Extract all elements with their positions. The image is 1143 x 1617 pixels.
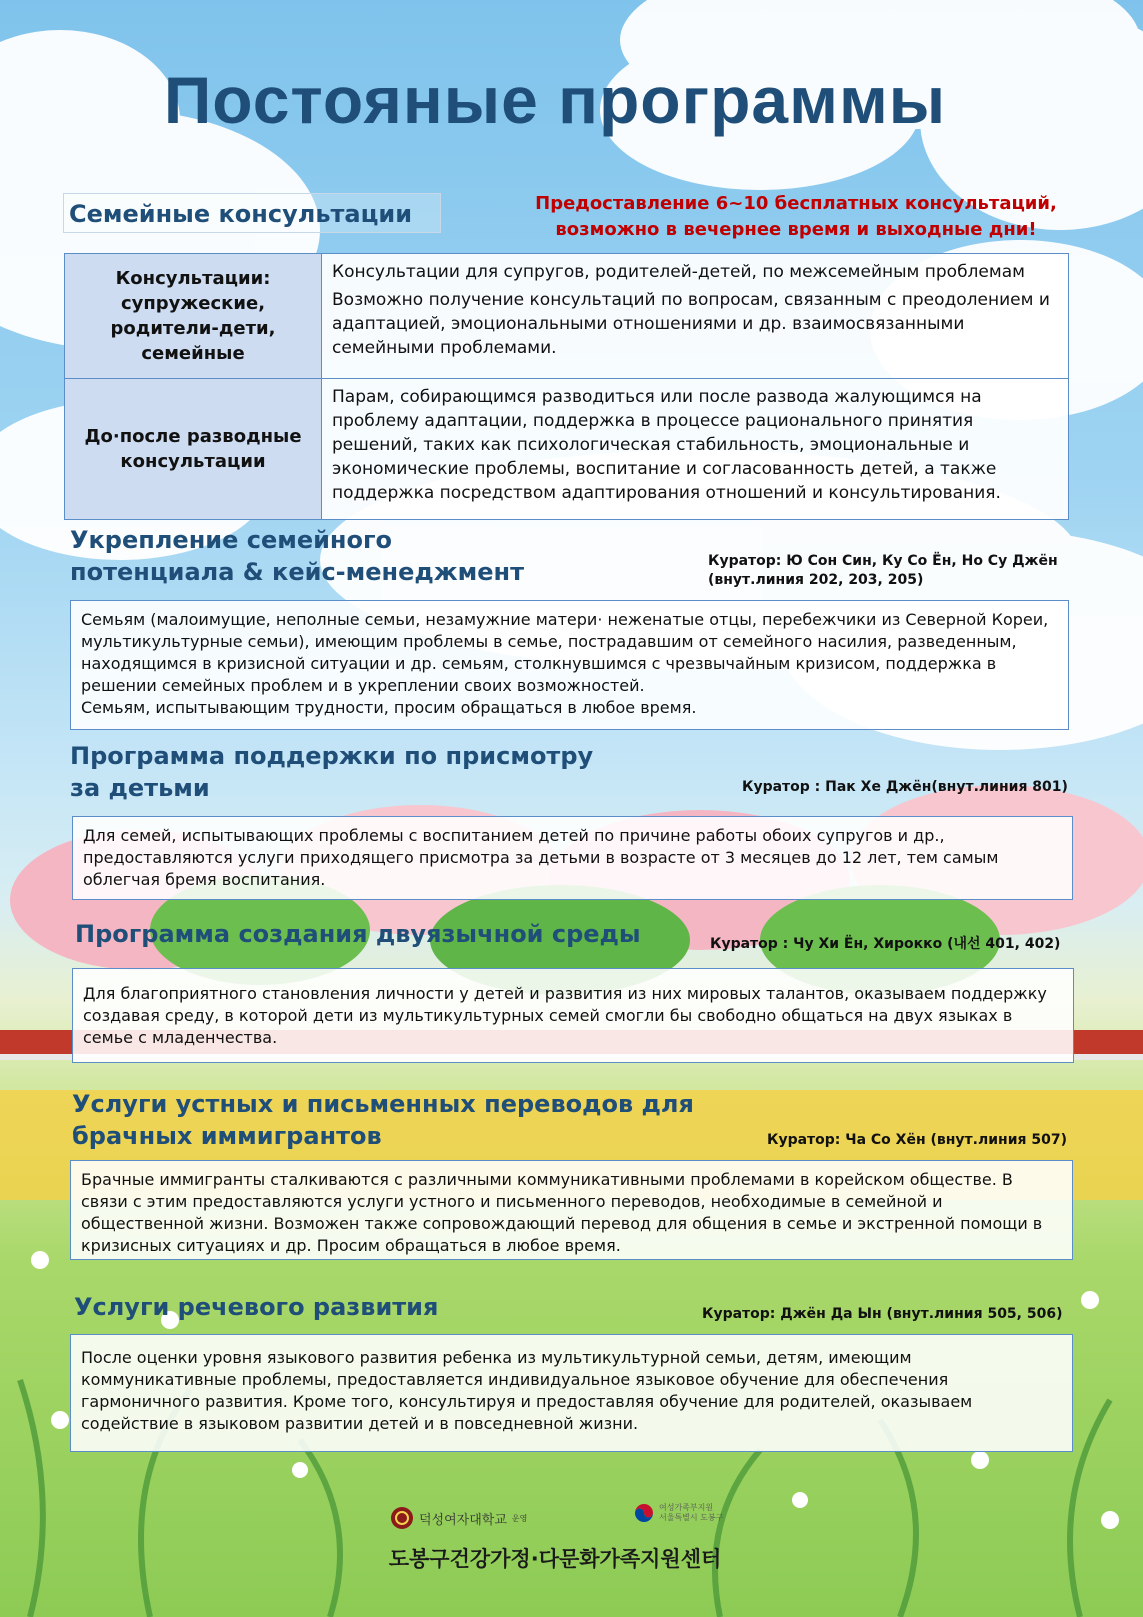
row-label: До·после разводные консультации — [65, 379, 322, 520]
section-title-translation: Услуги устных и письменных переводов для брачных иммигрантов — [72, 1090, 694, 1150]
center-name: 도봉구건강가정·다문화가족지원센터 — [388, 1547, 722, 1571]
taegeuk-icon — [633, 1502, 655, 1524]
curator-speech: Куратор: Джён Да Ын (внут.линия 505, 506) — [702, 1306, 1063, 1322]
curator-childcare: Куратор : Пак Хе Джён(внут.линия 801) — [742, 779, 1068, 795]
curator-family-potential: Куратор: Ю Сон Син, Ку Со Ён, Но Су Джён (внут.линия 202, 203, 205) — [708, 553, 1058, 588]
row-description: Консультации для супругов, родителей-детей, по межсемейным проблемам Возможно получение консультаций по вопросам, связанным с преодолением и адаптацией, эмоциональными отношениями и др. взаимосвязанными семейными проблемами. — [322, 254, 1069, 379]
section-title-bilingual: Программа создания двуязычной среды — [75, 920, 641, 948]
row-description: Парам, собирающимся разводиться или после развода жалующимся на проблему адаптации, поддержка в процессе рационального принятия решений, таких как психологическая стабильность, эмоциональные и экономические проблемы, воспитание и согласованность детей, а также поддержка посредством адаптирования отношений и консультирования. — [322, 379, 1069, 520]
section-body-speech: После оценки уровня языкового развития ребенка из мультикультурной семьи, детям, имеющим коммуникативные проблемы, предоставляется индивидуальное языковое обучение для обеспечения гармоничного развития. Кроме того, консультируя и предоставляя обучение для родителей, оказываем содействие в языковом развитии детей и в повседневной жизни. — [70, 1334, 1073, 1452]
counseling-table — [64, 253, 1069, 520]
university-emblem-icon — [390, 1506, 414, 1530]
university-logo: 덕성여자대학교 운영 — [390, 1506, 527, 1530]
ministry-logo: 여성가족부지원 서울특별시 도봉구 — [633, 1502, 723, 1524]
curator-bilingual: Куратор : Чу Хи Ён, Хирокко (내선 401, 402) — [710, 936, 1061, 952]
page-title: Постояные программы — [163, 63, 947, 137]
curator-translation: Куратор: Ча Со Хён (внут.линия 507) — [767, 1132, 1068, 1148]
section-body-family-potential: Семьям (малоимущие, неполные семьи, незамужние матери· неженатые отцы, перебежчики из Северной Кореи, мультикультурные семьи), имеющим проблемы в семье, пострадавшим от семейного насилия, разведенным, находящимся в кризисной ситуации и др. семьям, столкнувшимся с чрезвычайным кризисом, поддержка в решении семейных проблем и в укреплении своих возможностей. Семьям, испытывающим трудности, просим обращаться в любое время. — [70, 600, 1069, 730]
section-title-childcare: Программа поддержки по присмотру за детьми — [70, 742, 594, 802]
section-body-childcare: Для семей, испытывающих проблемы с воспитанием детей по причине работы обоих супругов и др., предоставляются услуги приходящего присмотра за детьми в возрасте от 3 месяцев до 12 лет, тем самым облегчая бремя воспитания. — [72, 816, 1073, 900]
free-consultation-notice: Предоставление 6~10 бесплатных консультаций, возможно в вечернее время и выходные дни! — [535, 193, 1057, 240]
section-title-family-potential: Укрепление семейного потенциала & кейс-менеджмент — [70, 526, 525, 586]
section-title-speech: Услуги речевого развития — [74, 1293, 439, 1321]
section-body-bilingual: Для благоприятного становления личности у детей и развития из них мировых талантов, оказываем поддержку создавая среду, в которой дети из мультикультурных семей смогли бы свободно общаться на двух языках в семье с младенчества. — [72, 968, 1074, 1063]
table-row — [65, 254, 1069, 379]
table-row — [65, 379, 1069, 520]
row-label: Консультации: супружеские, родители-дети, семейные — [65, 254, 322, 379]
family-counseling-heading: Семейные консультации — [63, 193, 441, 233]
section-body-translation: Брачные иммигранты сталкиваются с различными коммуникативными проблемами в корейском обществе. В связи с этим предоставляются услуги устного и письменного переводов, необходимые в семейной и общественной жизни. Возможен также сопровождающий перевод для общения в семье и экстренной помощи в кризисных ситуациях и др. Просим обращаться в любое время. — [70, 1160, 1073, 1260]
